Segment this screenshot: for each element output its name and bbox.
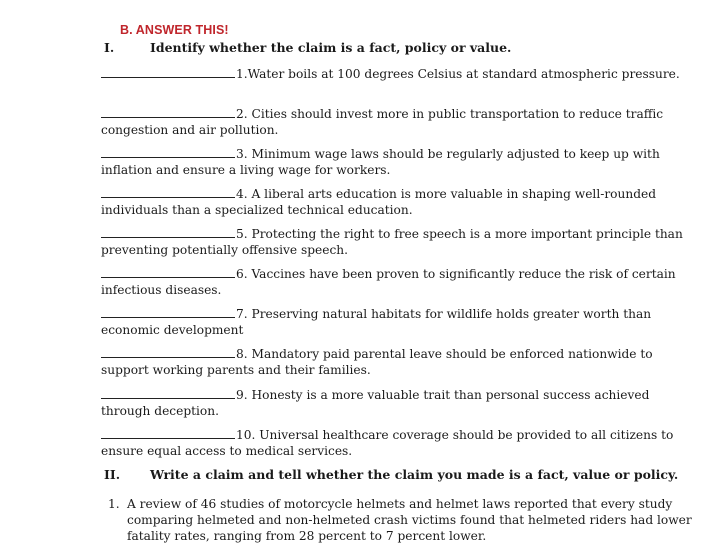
claim-text-10: 10. Universal healthcare coverage should be provided to all citizens to ensure equal access to medical services. [101,428,674,458]
claim-item-3 [101,146,691,178]
part-2-item-1 [108,496,698,544]
answer-blank-3[interactable] [101,146,235,158]
claim-text-8: 8. Mandatory paid parental leave should be enforced nationwide to support working parents and their families. [101,347,653,377]
part-2-item-text: A review of 46 studies of motorcycle helmets and helmet laws reported that every study comparing helmeted and non-helmeted crash victims found that helmeted riders had lower fatality rates, ranging from 28 percent to 7 percent lower. [127,497,692,543]
claim-item-9 [101,387,691,419]
answer-blank-8[interactable] [101,346,235,358]
claim-text-7: 7. Preserving natural habitats for wildlife holds greater worth than economic development [101,307,652,337]
claim-item-5 [101,226,691,258]
claim-text-6: 6. Vaccines have been proven to significantly reduce the risk of certain infectious diseases. [101,267,676,297]
claim-item-10 [101,427,691,459]
answer-blank-10[interactable] [101,427,235,439]
answer-blank-7[interactable] [101,306,235,318]
claim-item-4 [101,186,691,218]
claim-text-4: 4. A liberal arts education is more valuable in shaping well-rounded individuals than a specialized technical education. [101,187,657,217]
claim-item-2 [101,106,691,138]
answer-blank-5[interactable] [101,226,235,238]
claim-item-8 [101,346,691,378]
section-title: B. ANSWER THIS! [120,23,229,37]
part-2-heading [104,467,678,482]
claim-item-7 [101,306,691,338]
answer-blank-6[interactable] [101,266,235,278]
part-1-heading [104,40,511,55]
part-2-instruction: Write a claim and tell whether the claim you made is a fact, value or policy. [150,467,679,482]
part-1-instruction: Identify whether the claim is a fact, policy or value. [150,40,512,55]
claim-item-6 [101,266,691,298]
answer-blank-1[interactable] [101,66,235,78]
part-2-item-number: 1. [108,497,120,511]
part-2-numeral: II. [104,467,121,482]
claim-text-2: 2. Cities should invest more in public transportation to reduce traffic congestion and air pollution. [101,107,664,137]
answer-blank-4[interactable] [101,186,235,198]
claim-text-5: 5. Protecting the right to free speech is a more important principle than preventing potentially offensive speech. [101,227,683,257]
claim-item-1 [101,66,691,83]
claim-text-9: 9. Honesty is a more valuable trait than personal success achieved through deception. [101,388,650,418]
answer-blank-2[interactable] [101,106,235,118]
claim-text-1: 1.Water boils at 100 degrees Celsius at standard atmospheric pressure. [236,67,680,81]
claim-text-3: 3. Minimum wage laws should be regularly adjusted to keep up with inflation and ensure a living wage for workers. [101,147,660,177]
part-1-numeral: I. [104,40,115,55]
answer-blank-9[interactable] [101,387,235,399]
